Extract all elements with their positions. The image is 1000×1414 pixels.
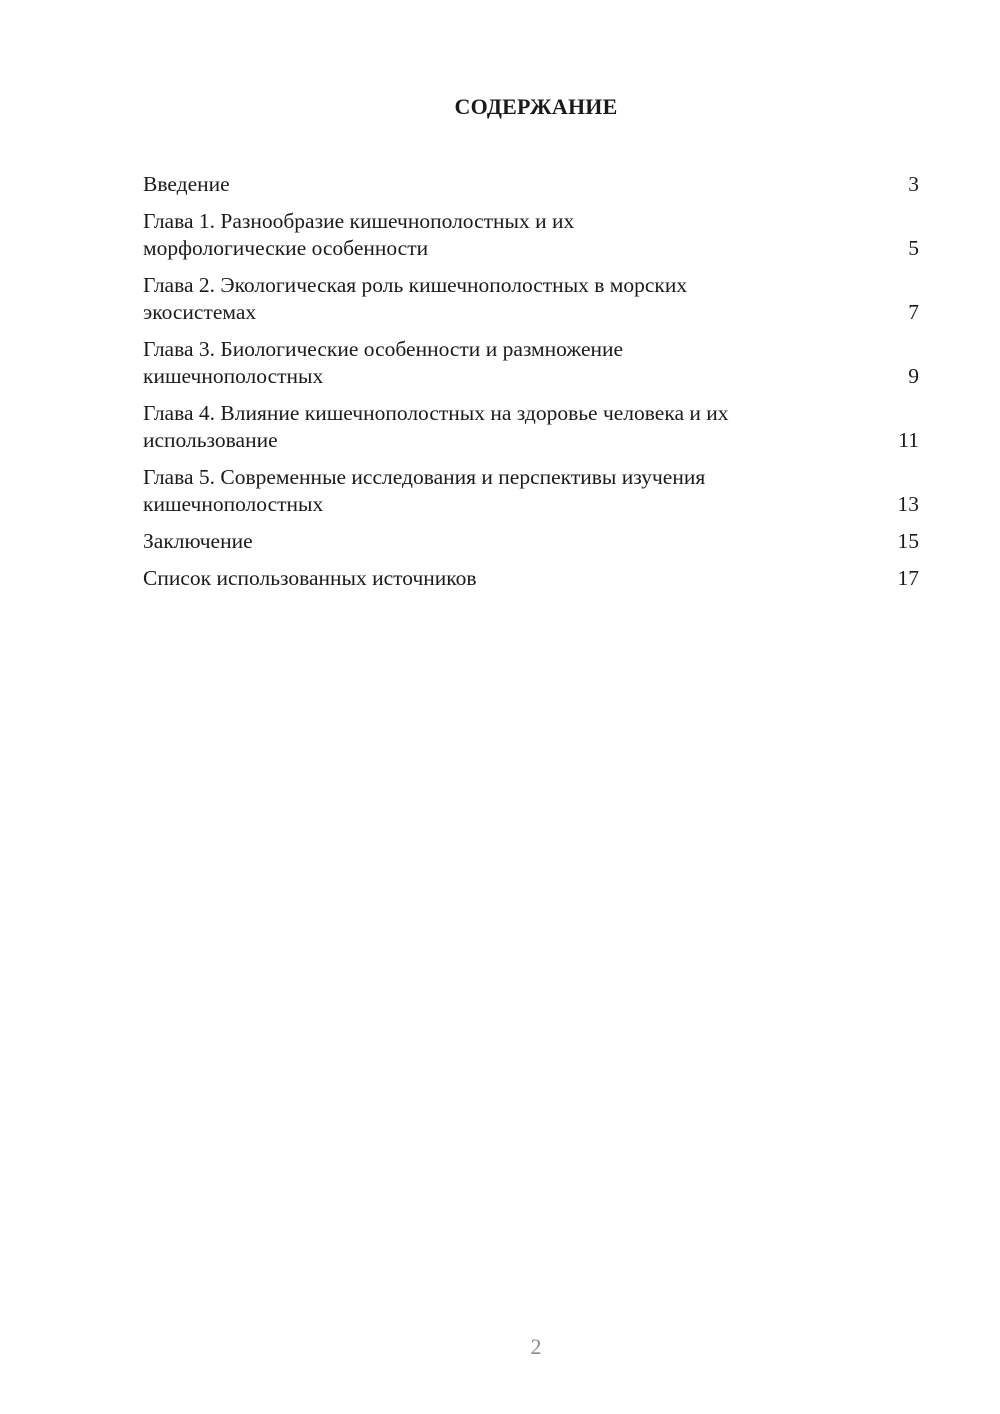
toc-item-chapter-5[interactable] <box>143 464 919 518</box>
toc-item-label: Глава 3. Биологические особенности и размножение кишечнополостных <box>143 337 624 388</box>
toc-item-page: 3 <box>908 172 919 196</box>
page-title: СОДЕРЖАНИЕ <box>454 94 618 119</box>
toc-item-chapter-1[interactable] <box>143 208 919 262</box>
table-of-contents <box>143 171 919 592</box>
toc-item-introduction[interactable] <box>143 171 919 198</box>
toc-item-page: 13 <box>897 492 919 516</box>
toc-item-label: Заключение <box>143 529 253 553</box>
toc-item-chapter-4[interactable] <box>143 400 919 454</box>
toc-item-page: 15 <box>897 529 919 553</box>
toc-item-label: Глава 2. Экологическая роль кишечнополостных в морских экосистемах <box>143 273 688 324</box>
toc-item-chapter-3[interactable] <box>143 336 919 390</box>
toc-item-references[interactable] <box>143 565 919 592</box>
toc-item-page: 7 <box>908 300 919 324</box>
toc-item-chapter-2[interactable] <box>143 272 919 326</box>
toc-item-label: Введение <box>143 172 230 196</box>
toc-item-conclusion[interactable] <box>143 528 919 555</box>
toc-item-page: 17 <box>897 566 919 590</box>
toc-item-label: Глава 1. Разнообразие кишечнополостных и их морфологические особенности <box>143 209 575 260</box>
toc-item-page: 9 <box>908 364 919 388</box>
toc-item-label: Список использованных источников <box>143 566 477 590</box>
toc-item-page: 5 <box>908 236 919 260</box>
page-number: 2 <box>530 1334 542 1359</box>
toc-item-label: Глава 4. Влияние кишечнополостных на здоровье человека и их использование <box>143 401 729 452</box>
toc-item-page: 11 <box>898 428 919 452</box>
toc-item-label: Глава 5. Современные исследования и перспективы изучения кишечнополостных <box>143 465 706 516</box>
